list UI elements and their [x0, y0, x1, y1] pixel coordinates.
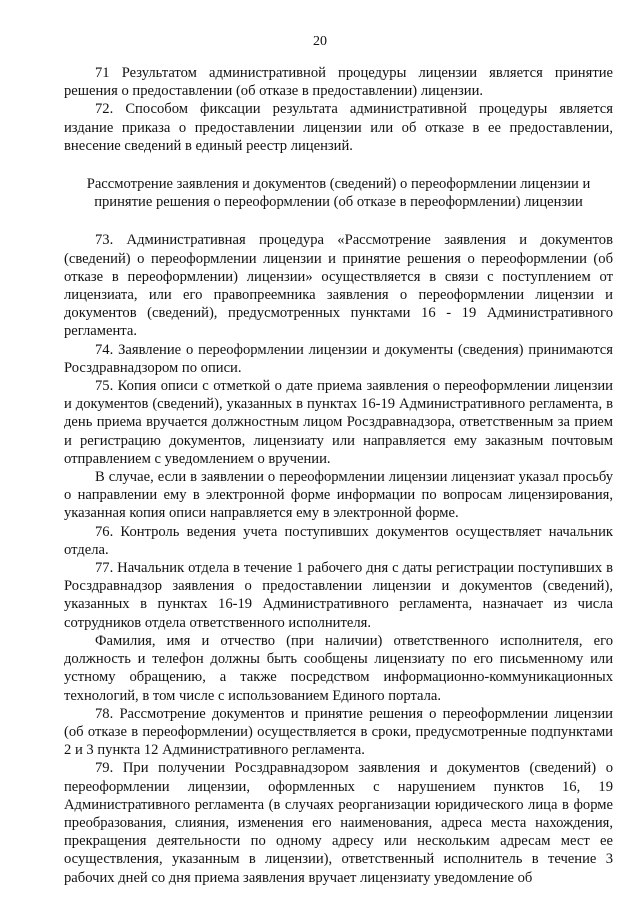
paragraph-77: 77. Начальник отдела в течение 1 рабочего дня с даты регистрации поступивших в Росздравнадзор заявления о предоставлении лицензии и документов (сведений), указанных в пунктах 16-19 Административного регламента, назначает из числа сотрудников отдела ответственного исполнителя.	[64, 560, 613, 631]
paragraph-77-executor: Фамилия, имя и отчество (при наличии) ответственного исполнителя, его должность и телефон должны быть сообщены лицензиату по его письменному или устному обращению, а также посредством информационно-коммуникационных технологий, в том числе с использованием Единого портала.	[64, 632, 613, 704]
paragraph-71: 71 Результатом административной процедуры лицензии является принятие решения о предоставлении (об отказе в предоставлении) лицензии.	[64, 65, 613, 100]
paragraph-76: 76. Контроль ведения учета поступивших документов осуществляет начальник отдела.	[64, 523, 613, 558]
section-heading: Рассмотрение заявления и документов (сведений) о переоформлении лицензии и принятие решения о переоформлении (об отказе в переоформлении) лицензии	[86, 176, 591, 211]
document-body	[64, 64, 613, 887]
paragraph-78: 78. Рассмотрение документов и принятие решения о переоформлении лицензии (об отказе в переоформлении) осуществляется в сроки, предусмотренные подпунктами 2 и 3 пункта 12 Административного регламента.	[64, 705, 613, 759]
paragraph-74: 74. Заявление о переоформлении лицензии и документы (сведения) принимаются Росздравнадзором по описи.	[64, 341, 613, 376]
paragraph-73: 73. Административная процедура «Рассмотрение заявления и документов (сведений) о переоформлении лицензии и принятие решения о переоформлении (об отказе в переоформлении) лицензии» осуществляется в связи с поступлением от лицензиата, или его правопреемника заявления о переоформлении лицензии и документов (сведений), предусмотренных пунктами 16 - 19 Административного регламента.	[64, 232, 613, 340]
paragraph-79: 79. При получении Росздравнадзором заявления и документов (сведений) о переоформлении лицензии, оформленных с нарушением пунктов 16, 19 Административного регламента (в случаях реорганизации юридического лица в форме преобразования, слияния, изменения его наименования, адреса места нахождения, прекращения деятельности по одному адресу или нескольким адресам мест ее осуществления, указанным в лицензии), ответственный исполнитель в течение 3 рабочих дней со дня приема заявления вручает лицензиату уведомление об	[64, 760, 613, 886]
paragraph-75-electronic: В случае, если в заявлении о переоформлении лицензии лицензиат указал просьбу о направлении ему в электронной форме информации по вопросам лицензирования, указанная копия описи направляется ему в электронной форме.	[64, 469, 613, 522]
paragraph-72: 72. Способом фиксации результата административной процедуры является издание приказа о предоставлении лицензии или об отказе в ее предоставлении, внесение сведений в единый реестр лицензий.	[64, 101, 613, 154]
paragraph-75: 75. Копия описи с отметкой о дате приема заявления о переоформлении лицензии и документов (сведений), указанных в пунктах 16-19 Административного регламента, в день приема вручается должностным лицом Росздравнадзора, ответственным за прием и регистрацию документов, лицензиату или направляется ему заказным почтовым отправлением с уведомлением о вручении.	[64, 378, 613, 467]
page-number: 20	[313, 34, 327, 49]
